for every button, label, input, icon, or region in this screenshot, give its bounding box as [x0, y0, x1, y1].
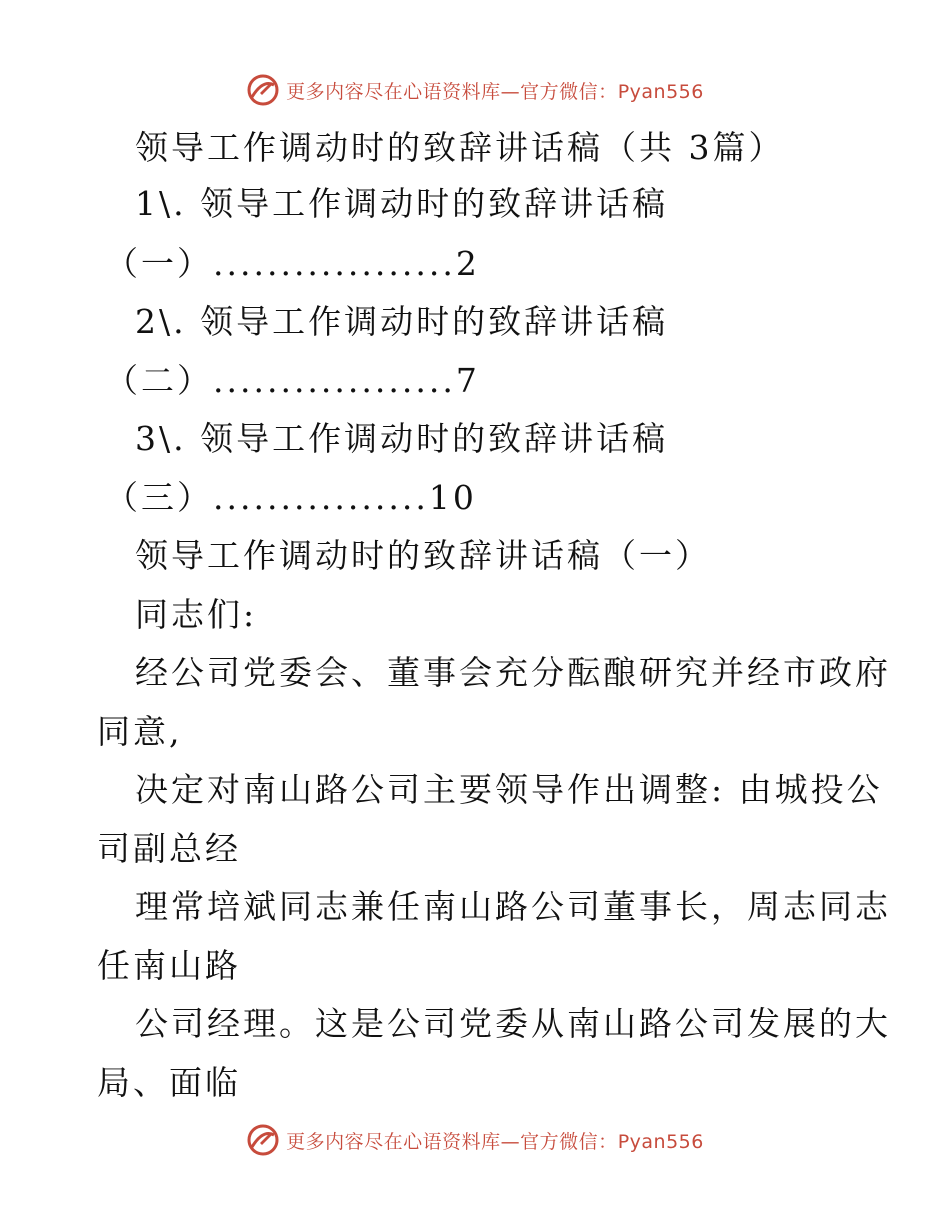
toc-entry-2: 2\. 领导工作调动时的致辞讲话稿: [135, 302, 669, 341]
pen-swirl-logo-icon: [246, 73, 280, 107]
section-title: 领导工作调动时的致辞讲话稿（一）: [135, 536, 711, 575]
pen-swirl-logo-icon: [246, 1123, 280, 1157]
watermark-banner-bottom: [0, 1120, 950, 1160]
toc-leader-1: （一）..................2: [105, 244, 480, 283]
paragraph-line: 理常培斌同志兼任南山路公司董事长，周志同志: [135, 887, 891, 926]
paragraph-line: 公司经理。这是公司党委从南山路公司发展的大: [135, 1004, 891, 1043]
toc-leader-2: （二）..................7: [105, 361, 480, 400]
salutation: 同志们:: [135, 595, 258, 634]
watermark-text: 更多内容尽在心语资料库—官方微信：Pyan556: [286, 80, 704, 103]
document-title: 领导工作调动时的致辞讲话稿（共 3篇）: [135, 128, 785, 167]
paragraph-line: 任南山路: [97, 946, 241, 985]
paragraph-line: 决定对南山路公司主要领导作出调整: 由城投公: [135, 770, 883, 809]
toc-leader-3: （三）................10: [105, 478, 477, 517]
paragraph-line: 局、面临: [97, 1063, 241, 1102]
paragraph-line: 同意,: [97, 712, 183, 751]
paragraph-line: 司副总经: [97, 829, 241, 868]
toc-entry-3: 3\. 领导工作调动时的致辞讲话稿: [135, 419, 669, 458]
watermark-banner-top: [0, 70, 950, 110]
toc-entry-1: 1\. 领导工作调动时的致辞讲话稿: [135, 184, 669, 223]
paragraph-line: 经公司党委会、董事会充分酝酿研究并经市政府: [135, 653, 891, 692]
watermark-text: 更多内容尽在心语资料库—官方微信：Pyan556: [286, 1130, 704, 1153]
